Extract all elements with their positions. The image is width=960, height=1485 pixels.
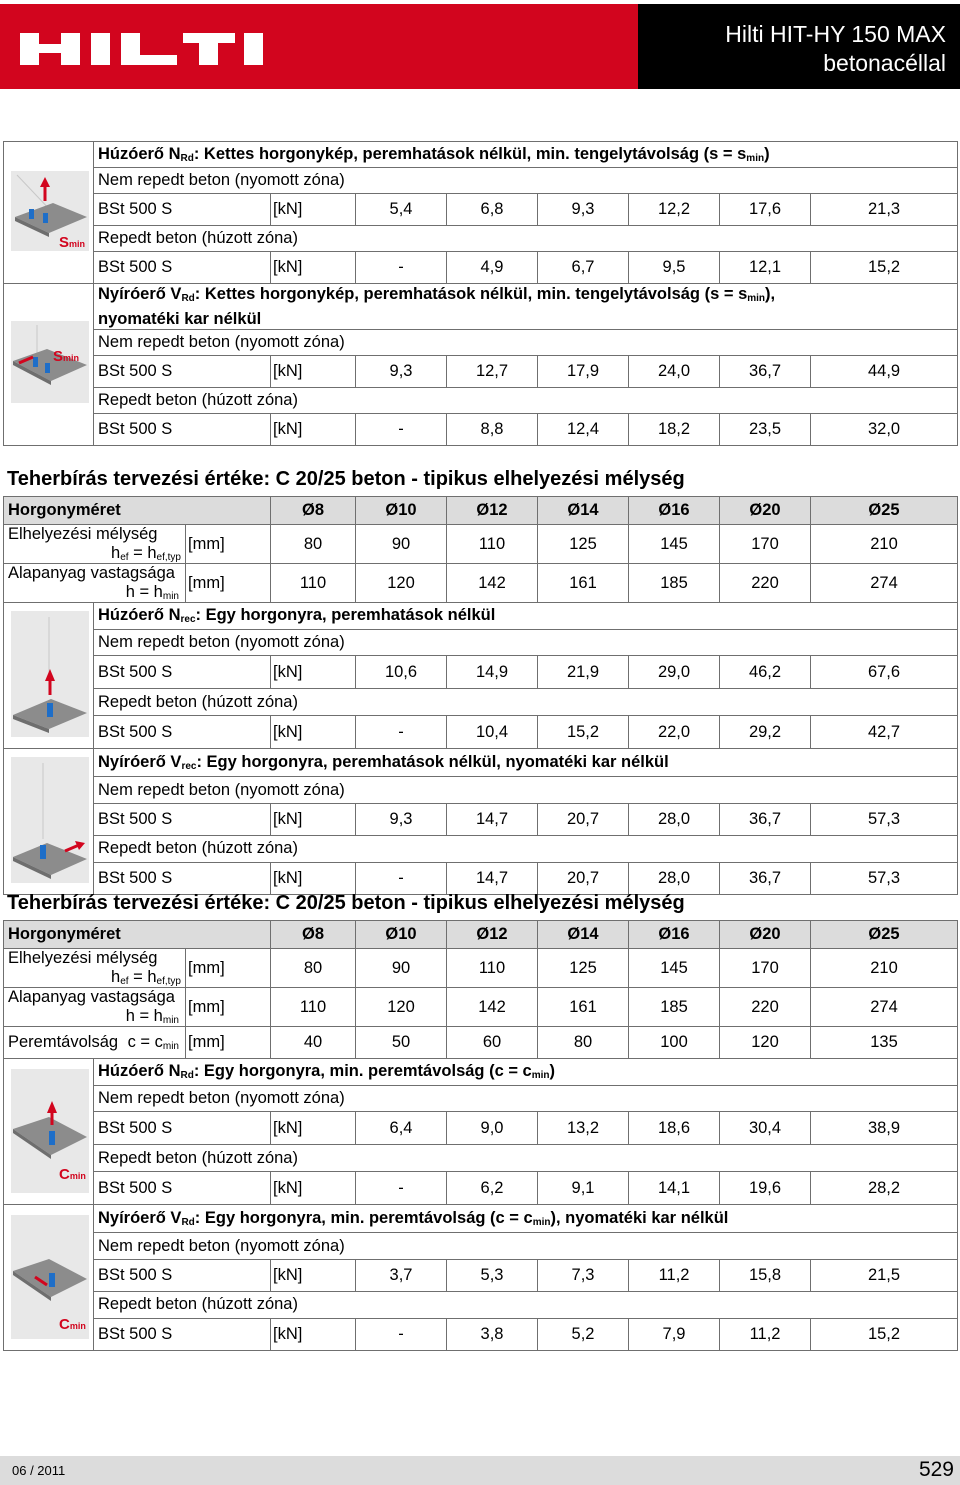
smin-icon-label: Smin [58, 234, 85, 251]
smin-icon-label: Smin [52, 348, 79, 365]
cmin-icon-label: Cmin [58, 1316, 86, 1333]
table-row: Nem repedt beton (nyomott zóna) [4, 629, 958, 656]
table-row: Alapanyag vastagsága $h = h_{min}$ [mm] 110 120 142 161 185 220 274 [4, 564, 958, 603]
table-row: Nem repedt beton (nyomott zóna) [4, 330, 958, 356]
tension-double-figure [4, 142, 94, 284]
table-row [4, 284, 958, 330]
table-row: Repedt beton (húzott zóna) [4, 689, 958, 716]
table-row: BSt 500 S [kN] 9,3 12,7 17,9 24,0 36,7 44,9 [4, 356, 958, 388]
table-row [4, 1205, 958, 1233]
table-row: Nem repedt beton (nyomott zóna) [4, 777, 958, 803]
table-row: BSt 500 S [kN] - 14,7 20,7 28,0 36,7 57,3 [4, 862, 958, 894]
table-row: Nem repedt beton (nyomott zóna) [4, 1085, 958, 1112]
table-row: BSt 500 S [kN] 5,4 6,8 9,3 12,2 17,6 21,3 [4, 194, 958, 226]
table-row: Repedt beton (húzott zóna) [4, 836, 958, 862]
table-row: Alapanyag vastagsága $h = h_{min}$ [mm] 110 120 142 161 185 220 274 [4, 988, 958, 1027]
shear-single-figure [4, 749, 94, 895]
hilti-logo [0, 4, 280, 89]
table-heading: Nyíróerő $V_{Rd}$: Kettes horgonykép, peremhatások nélkül, min. tengelytávolság $(s = s_{min})$, nyomatéki kar nélkül [94, 284, 958, 330]
table-row: BSt 500 S [kN] - 3,8 5,2 7,9 11,2 15,2 [4, 1318, 958, 1350]
tension-single-figure [4, 603, 94, 749]
table-row [4, 142, 958, 168]
table-row: Elhelyezési mélység $h_{ef} = h_{ef,typ}$ [mm] 80 90 110 125 145 170 210 [4, 949, 958, 988]
table-row [4, 749, 958, 777]
shear-edge-figure [4, 1205, 94, 1351]
table-row: Repedt beton (húzott zóna) [4, 1292, 958, 1318]
table-heading: Húzóerő $N_{Rd}$: Kettes horgonykép, peremhatások nélkül, min. tengelytávolság $(s = s_{min})$ [94, 142, 958, 168]
table-heading: Húzóerő $N_{rec}$: Egy horgonyra, peremhatások nélkül [94, 603, 958, 630]
table-header-row: Horgonyméret Ø8 Ø10 Ø12 Ø14 Ø16 Ø20 Ø25 [4, 497, 958, 525]
section-title: Teherbírás tervezési értéke: C 20/25 beton - tipikus elhelyezési mélység [7, 468, 685, 490]
product-subtitle: betonacéllal [823, 50, 946, 76]
document-title [725, 20, 946, 78]
table-row: BSt 500 S [kN] 3,7 5,3 7,3 11,2 15,8 21,5 [4, 1259, 958, 1291]
table-row: BSt 500 S [kN] 6,4 9,0 13,2 18,6 30,4 38,9 [4, 1112, 958, 1145]
table-row: Nem repedt beton (nyomott zóna) [4, 1233, 958, 1259]
table-row: Repedt beton (húzott zóna) [4, 1145, 958, 1172]
table-row: BSt 500 S [kN] - 8,8 12,4 18,2 23,5 32,0 [4, 414, 958, 446]
table-row: Elhelyezési mélység $h_{ef} = h_{ef,typ}$ [mm] 80 90 110 125 145 170 210 [4, 525, 958, 564]
table-row: BSt 500 S [kN] - 10,4 15,2 22,0 29,2 42,7 [4, 716, 958, 749]
table-row [4, 1059, 958, 1086]
table-row: Peremtávolság $c = c_{min}$ [mm] 40 50 60 80 100 120 135 [4, 1027, 958, 1059]
table-single-anchor [3, 496, 958, 895]
footer-date: 06 / 2011 [12, 1463, 66, 1478]
cmin-icon-label: Cmin [58, 1166, 86, 1183]
table-row: BSt 500 S [kN] - 4,9 6,7 9,5 12,1 15,2 [4, 252, 958, 284]
table-row: BSt 500 S [kN] 10,6 14,9 21,9 29,0 46,2 67,6 [4, 656, 958, 689]
shear-double-figure [4, 284, 94, 446]
table-heading: Nyíróerő $V_{rec}$: Egy horgonyra, peremhatások nélkül, nyomatéki kar nélkül [94, 749, 958, 777]
table-row [4, 603, 958, 630]
tension-edge-figure [4, 1059, 94, 1205]
table-edge-anchor [3, 920, 958, 1351]
product-name: Hilti HIT-HY 150 MAX [725, 21, 946, 47]
table-row: Repedt beton (húzott zóna) [4, 226, 958, 252]
page-number: 529 [918, 1458, 954, 1481]
section-title: Teherbírás tervezési értéke: C 20/25 beton - tipikus elhelyezési mélység [7, 892, 685, 914]
table-row: Repedt beton (húzott zóna) [4, 388, 958, 414]
table-row: BSt 500 S [kN] 9,3 14,7 20,7 28,0 36,7 57,3 [4, 803, 958, 835]
table-header-row: Horgonyméret Ø8 Ø10 Ø12 Ø14 Ø16 Ø20 Ø25 [4, 921, 958, 949]
table-heading: Nyíróerő $V_{Rd}$: Egy horgonyra, min. peremtávolság $(c = c_{min})$, nyomatéki kar nélkül [94, 1205, 958, 1233]
table-double-anchor [3, 141, 958, 446]
page-footer [0, 1456, 960, 1485]
table-row: Nem repedt beton (nyomott zóna) [4, 168, 958, 194]
table-heading: Húzóerő $N_{Rd}$: Egy horgonyra, min. peremtávolság $(c = c_{min})$ [94, 1059, 958, 1086]
table-row: BSt 500 S [kN] - 6,2 9,1 14,1 19,6 28,2 [4, 1172, 958, 1205]
